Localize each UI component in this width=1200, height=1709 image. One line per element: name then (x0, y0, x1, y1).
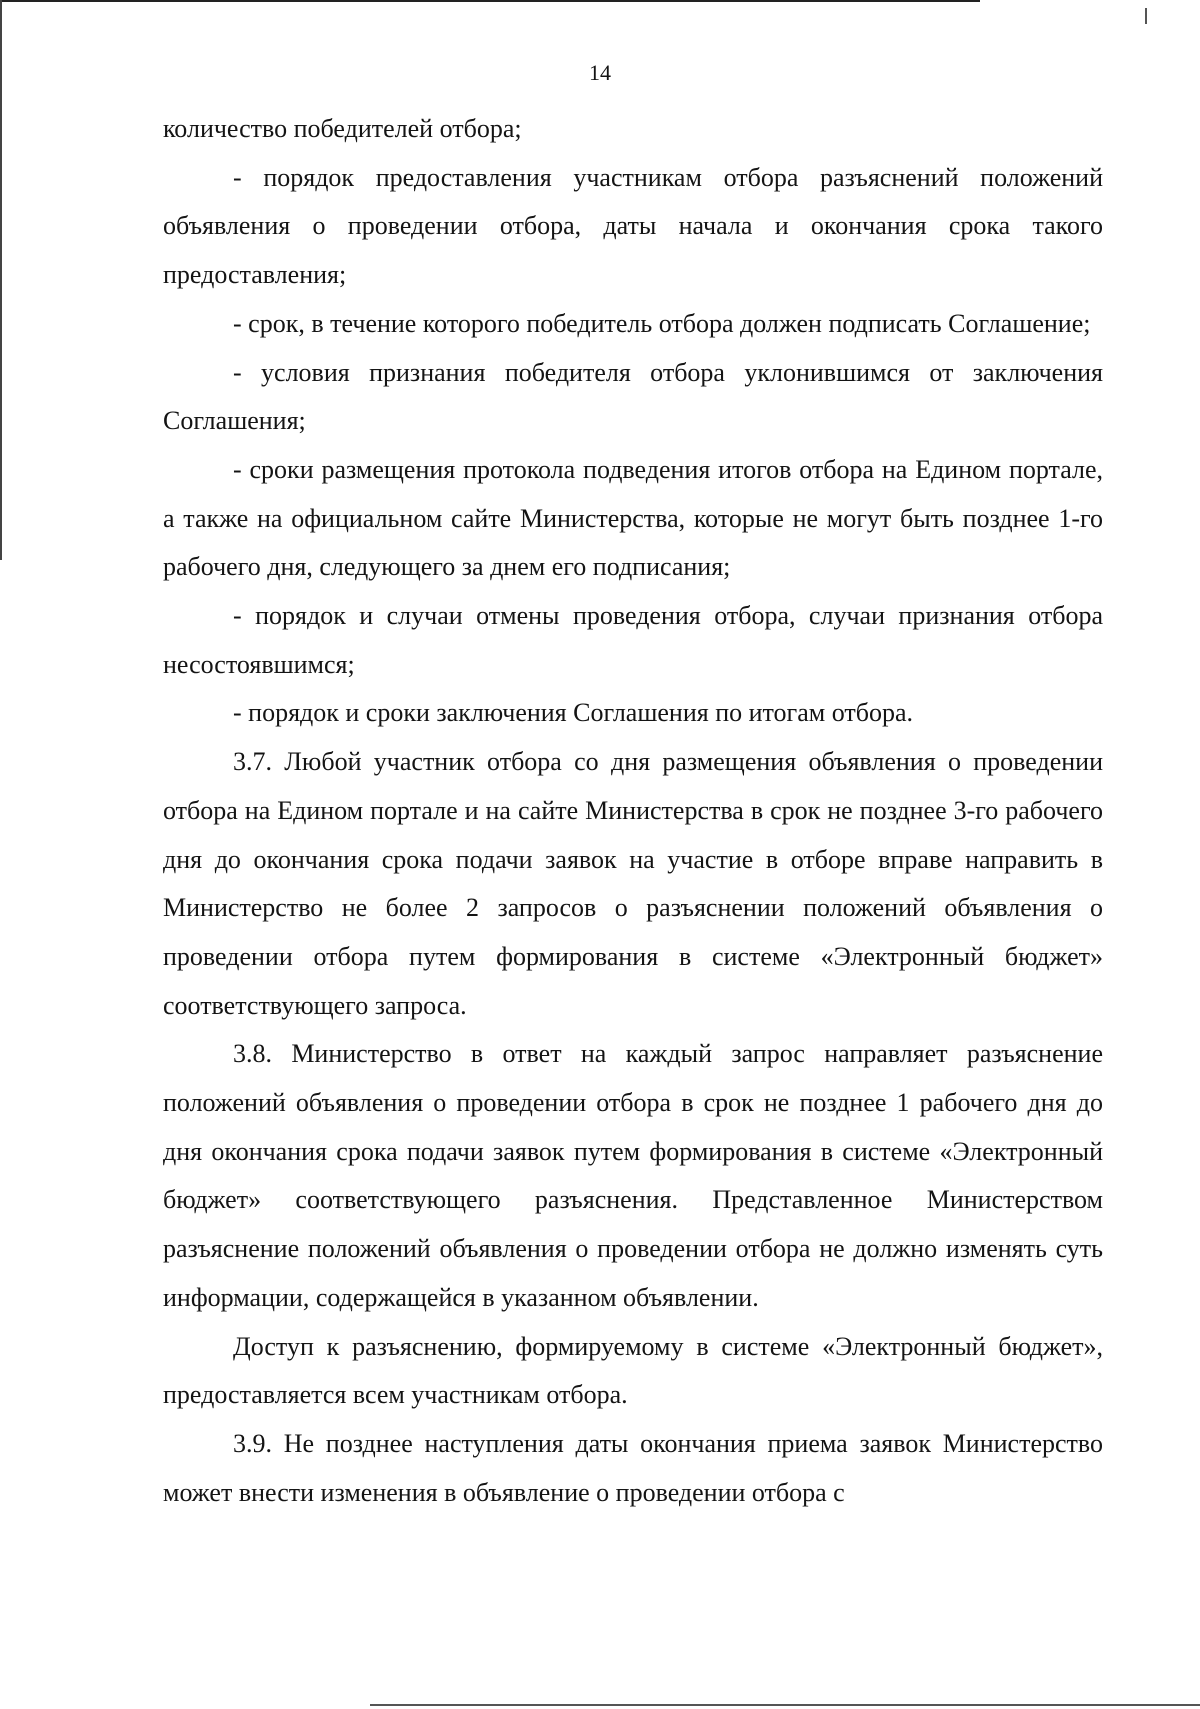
paragraph-3-8: 3.8. Министерство в ответ на каждый запрос направляет разъяснение положений объявления о проведении отбора в срок не позднее 1 рабочего дня до дня окончания срока подачи заявок путем формирования в системе «Электронный бюджет» соответствующего разъяснения. Представленное Министерством разъяснение положений объявления о проведении отбора не должно изменять суть информации, содержащейся в указанном объявлении. (163, 1039, 1103, 1312)
document-body (163, 105, 1103, 1517)
paragraph-cancellation-procedure: - порядок и случаи отмены проведения отбора, случаи признания отбора несостоявшимся; (163, 601, 1103, 679)
paragraph-access-to-clarification: Доступ к разъяснению, формируемому в системе «Электронный бюджет», предоставляется всем участникам отбора. (163, 1331, 1103, 1410)
paragraph-protocol-placement: - сроки размещения протокола подведения итогов отбора на Едином портале, а также на официальном сайте Министерства, которые не могут быть позднее 1-го рабочего дня, следующего за днем его подписания; (163, 454, 1103, 582)
paragraph-3-9: 3.9. Не позднее наступления даты окончания приема заявок Министерство может внести изменения в объявление о проведении отбора с (163, 1428, 1103, 1507)
paragraph-3-7: 3.7. Любой участник отбора со дня размещения объявления о проведении отбора на Едином портале и на сайте Министерства в срок не позднее 3-го рабочего дня до окончания срока подачи заявок на участие в отборе вправе направить в Министерство не более 2 запросов о разъяснении положений объявления о проведении отбора путем формирования в системе «Электронный бюджет» соответствующего запроса. (163, 747, 1103, 1020)
paragraph-winners-count: количество победителей отбора; (163, 114, 522, 143)
paragraph-evasion-conditions: - условия признания победителя отбора уклонившимся от заключения Соглашения; (163, 357, 1103, 436)
paragraph-clarification-procedure: - порядок предоставления участникам отбора разъяснений положений объявления о проведении отбора, даты начала и окончания срока такого предоставления; (163, 162, 1103, 290)
scan-edge-top (0, 0, 980, 2)
paragraph-agreement-terms: - порядок и сроки заключения Соглашения по итогам отбора. (233, 698, 913, 728)
page-number: 14 (589, 60, 611, 85)
scan-edge-bottom (370, 1704, 1200, 1706)
scan-mark-right (1145, 8, 1147, 24)
paragraph-signing-deadline: - срок, в течение которого победитель отбора должен подписать Соглашение; (233, 308, 1091, 338)
